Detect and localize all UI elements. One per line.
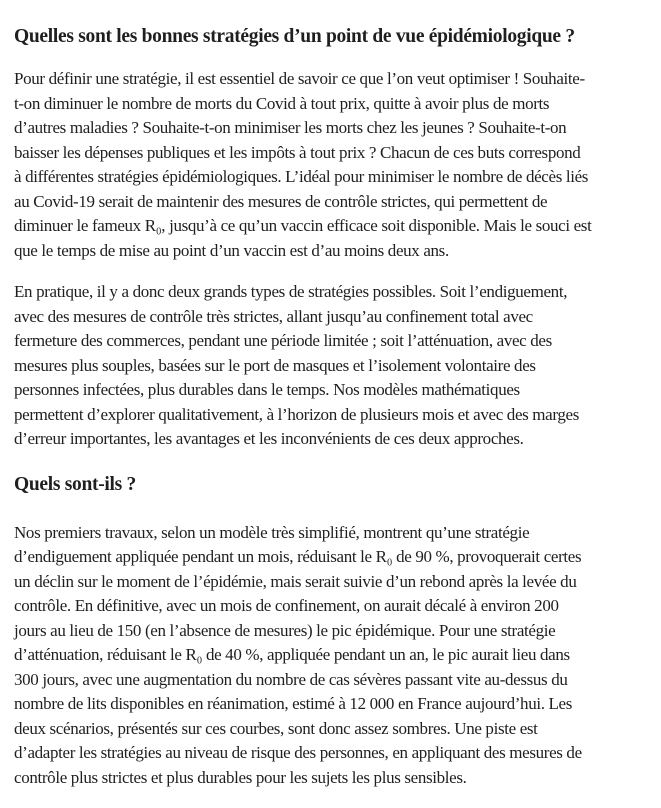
text-line: d’atténuation, réduisant le R₀ de 40 %, appliquée pendant un an, le pic aurait lieu dans: [14, 645, 570, 664]
text-line: fermeture des commerces, pendant une période limitée ; soit l’atténuation, avec des: [14, 331, 552, 350]
text-line: à différentes stratégies épidémiologiques. L’idéal pour minimiser le nombre de décès liés: [14, 167, 589, 186]
text-line: personnes infectées, plus durables dans le temps. Nos modèles mathématiques: [14, 380, 520, 399]
text-line: En pratique, il y a donc deux grands types de stratégies possibles. Soit l’endiguement,: [14, 282, 568, 301]
text-line: un déclin sur le moment de l’épidémie, mais serait suivie d’un rebond après la levée du: [14, 571, 577, 591]
text-line: d’autres maladies ? Souhaite-t-on minimiser les morts chez les jeunes ? Souhaite-t-on: [14, 118, 567, 137]
text-line: baisser les dépenses publiques et les impôts à tout prix ? Chacun de ces buts correspond: [14, 142, 581, 162]
text-line: 300 jours, avec une augmentation du nombre de cas sévères passant vite au-dessus du: [14, 669, 568, 689]
section-heading: Quelles sont les bonnes stratégies d’un point de vue épidémiologique ?: [14, 26, 575, 47]
text-line: deux scénarios, présentés sur ces courbes, sont donc assez sombres. Une piste est: [14, 718, 538, 738]
text-line: mesures plus souples, basées sur le port de masques et l’isolement volontaire des: [14, 355, 536, 375]
text-line: t-on diminuer le nombre de morts du Covid à tout prix, quitte à avoir plus de morts: [14, 93, 550, 113]
text-line: d’adapter les stratégies au niveau de risque des personnes, en appliquant des mesures de: [14, 743, 582, 762]
text-line: nombre de lits disponibles en réanimation, estimé à 12 000 en France aujourd’hui. Les: [14, 694, 573, 713]
text-line: contrôle. En définitive, avec un mois de confinement, on aurait décalé à environ 200: [14, 596, 559, 615]
section-heading: Quels sont-ils ?: [14, 473, 136, 495]
text-line: diminuer le fameux R₀, jusqu’à ce qu’un vaccin efficace soit disponible. Mais le souci est: [14, 216, 592, 235]
text-line: Nos premiers travaux, selon un modèle très simplifié, montrent qu’une stratégie: [14, 522, 530, 542]
text-line: Pour définir une stratégie, il est essentiel de savoir ce que l’on veut optimiser ! Souhaite-: [14, 69, 585, 88]
text-line: contrôle plus strictes et plus durables pour les sujets les plus sensibles.: [14, 767, 467, 787]
text-line: que le temps de mise au point d’un vaccin est d’au moins deux ans.: [14, 240, 449, 260]
text-line: d’endiguement appliquée pendant un mois, réduisant le R₀ de 90 %, provoquerait certes: [14, 547, 582, 566]
paragraph: [14, 280, 653, 452]
paragraph: [14, 521, 653, 791]
text-line: permettent d’explorer qualitativement, à l’horizon de plusieurs mois et avec des marges: [14, 404, 579, 424]
text-line: d’erreur importantes, les avantages et les inconvénients de ces deux approches.: [14, 429, 524, 448]
text-line: jours au lieu de 150 (en l’absence de mesures) le pic épidémique. Pour une stratégie: [14, 620, 556, 640]
text-line: avec des mesures de contrôle très strictes, allant jusqu’au confinement total avec: [14, 306, 533, 326]
paragraph: [14, 67, 653, 263]
text-line: au Covid-19 serait de maintenir des mesures de contrôle strictes, qui permettent de: [14, 191, 548, 211]
